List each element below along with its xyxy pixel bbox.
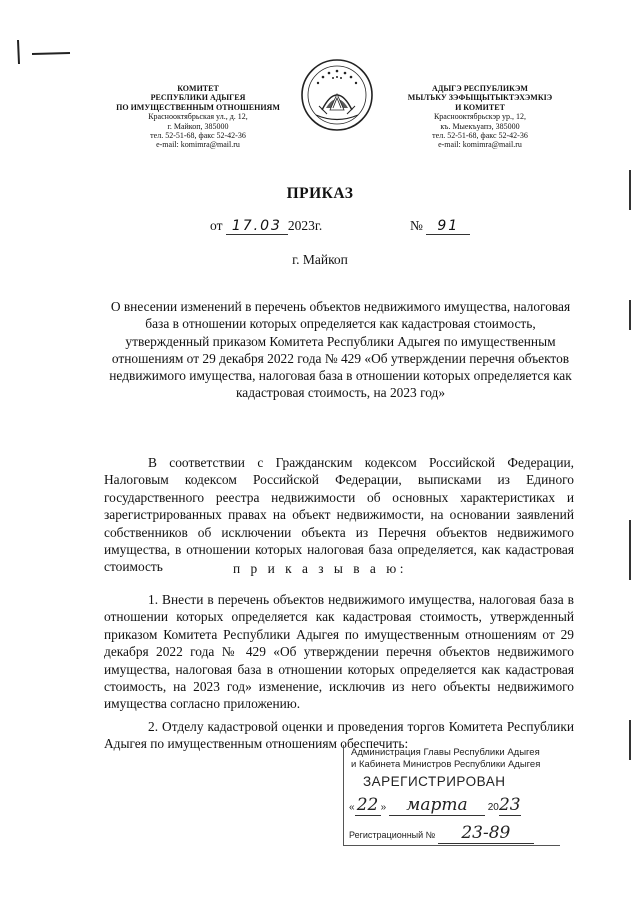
- registration-stamp: [343, 745, 561, 847]
- org-name-line3: ПО ИМУЩЕСТВЕННЫМ ОТНОШЕНИЯМ: [116, 102, 280, 112]
- handwritten-mark: [14, 38, 74, 68]
- number-handwritten: 91: [426, 218, 470, 235]
- stamp-year-prefix: 20: [487, 802, 499, 813]
- stamp-day: 22: [355, 795, 381, 816]
- coat-of-arms-emblem: [300, 58, 374, 132]
- org-address2: г. Майкоп, 385000: [167, 121, 229, 131]
- header-right: [398, 84, 562, 150]
- stamp-month: марта: [389, 795, 485, 816]
- number-prefix: №: [410, 218, 423, 233]
- date-prefix: от: [210, 218, 223, 233]
- stamp-authority-line1: Администрация Главы Республики Адыгея: [351, 747, 540, 758]
- scan-margin-line: [629, 720, 631, 760]
- org-address-adyghe2: къ. Мыекъуапэ, 385000: [440, 121, 520, 131]
- stamp-reg-number: 23-89: [438, 823, 534, 844]
- preamble-paragraph: В соответствии с Гражданским кодексом Российской Федерации, Налоговым кодексом Российской Федерации, выписками из Единого государственного реестра недвижимости об основных характеристиках и зарегистрированных правах на объект недвижимости, на основании заявлений собственников об исключении объекта из Перечня объектов недвижимого имущества, в отношении которых налоговая база определяется, как кадастровая стоимость: [104, 455, 574, 575]
- org-phone: тел. 52-51-68, факс 52-42-36: [150, 131, 246, 141]
- org-email-adyghe: e-mail: komimra@mail.ru: [438, 140, 522, 150]
- stamp-date: « 22 » марта 2023: [349, 795, 521, 815]
- scan-margin-line: [629, 300, 631, 330]
- stamp-authority-line2: и Кабинета Министров Республики Адыгея: [351, 759, 541, 770]
- org-name-adyghe-line3: И КОМИТЕТ: [455, 102, 505, 112]
- org-address1: Краснооктябрьская ул., д. 12,: [148, 112, 248, 122]
- org-name-line2: РЕСПУБЛИКИ АДЫГЕЯ: [150, 93, 246, 103]
- org-name-adyghe-line2: МЫЛЪКУ ЗЭФЫЩЫТЫКТЭХЭМКIЭ: [407, 93, 553, 103]
- stamp-reg-label: Регистрационный №: [349, 830, 436, 840]
- order-item-2: 2. Отделу кадастровой оценки и проведения торгов Комитета Республики Адыгея по имущественным отношениям обеспечить:: [104, 719, 574, 752]
- date-suffix: 2023г.: [287, 218, 323, 233]
- stamp-registration: [349, 823, 559, 844]
- org-name-line1: КОМИТЕТ: [177, 84, 219, 93]
- org-email: e-mail: komimra@mail.ru: [156, 140, 240, 150]
- document-subject: О внесении изменений в перечень объектов недвижимого имущества, налоговая база в отношении которых определяется как кадастровая стоимость, утвержденный приказом Комитета Республики Адыгея по имущественным отношениям от 29 декабря 2022 года № 429 «Об утверждении перечня объектов недвижимого имущества, налоговая база в отношении которых определяется как кадастровая стоимость, на 2023 год»: [109, 299, 572, 401]
- org-name-adyghe-line1: АДЫГЭ РЕСПУБЛИКЭМ: [432, 84, 528, 93]
- order-item-1: 1. Внести в перечень объектов недвижимого имущества, налоговая база в отношении которых определяется как кадастровая стоимость, утвержденный приказом Комитета Республики Адыгея по имущественным отношениям от 29 декабря 2022 года № 429 «Об утверждении перечня объектов недвижимого имущества, налоговая база в отношении которых определяется как кадастровая стоимость, на 2023 год» изменение, исключив из него объекты недвижимого имущества согласно приложению.: [104, 592, 574, 712]
- org-address-adyghe1: Краснооктябрьскэр ур., 12,: [433, 112, 527, 122]
- org-phone-adyghe: тел. 52-51-68, факс 52-42-36: [432, 131, 528, 141]
- header-left: [100, 84, 296, 150]
- stamp-year-suffix: 23: [498, 795, 521, 815]
- document-city: г. Майкоп: [292, 252, 348, 267]
- document-date: [210, 218, 322, 235]
- order-word: п р и к а з ы в а ю:: [233, 561, 407, 576]
- date-handwritten: 17.03: [226, 218, 288, 235]
- stamp-registered: ЗАРЕГИСТРИРОВАН: [363, 774, 506, 789]
- document-number: [410, 218, 470, 235]
- document-title: ПРИКАЗ: [286, 185, 354, 202]
